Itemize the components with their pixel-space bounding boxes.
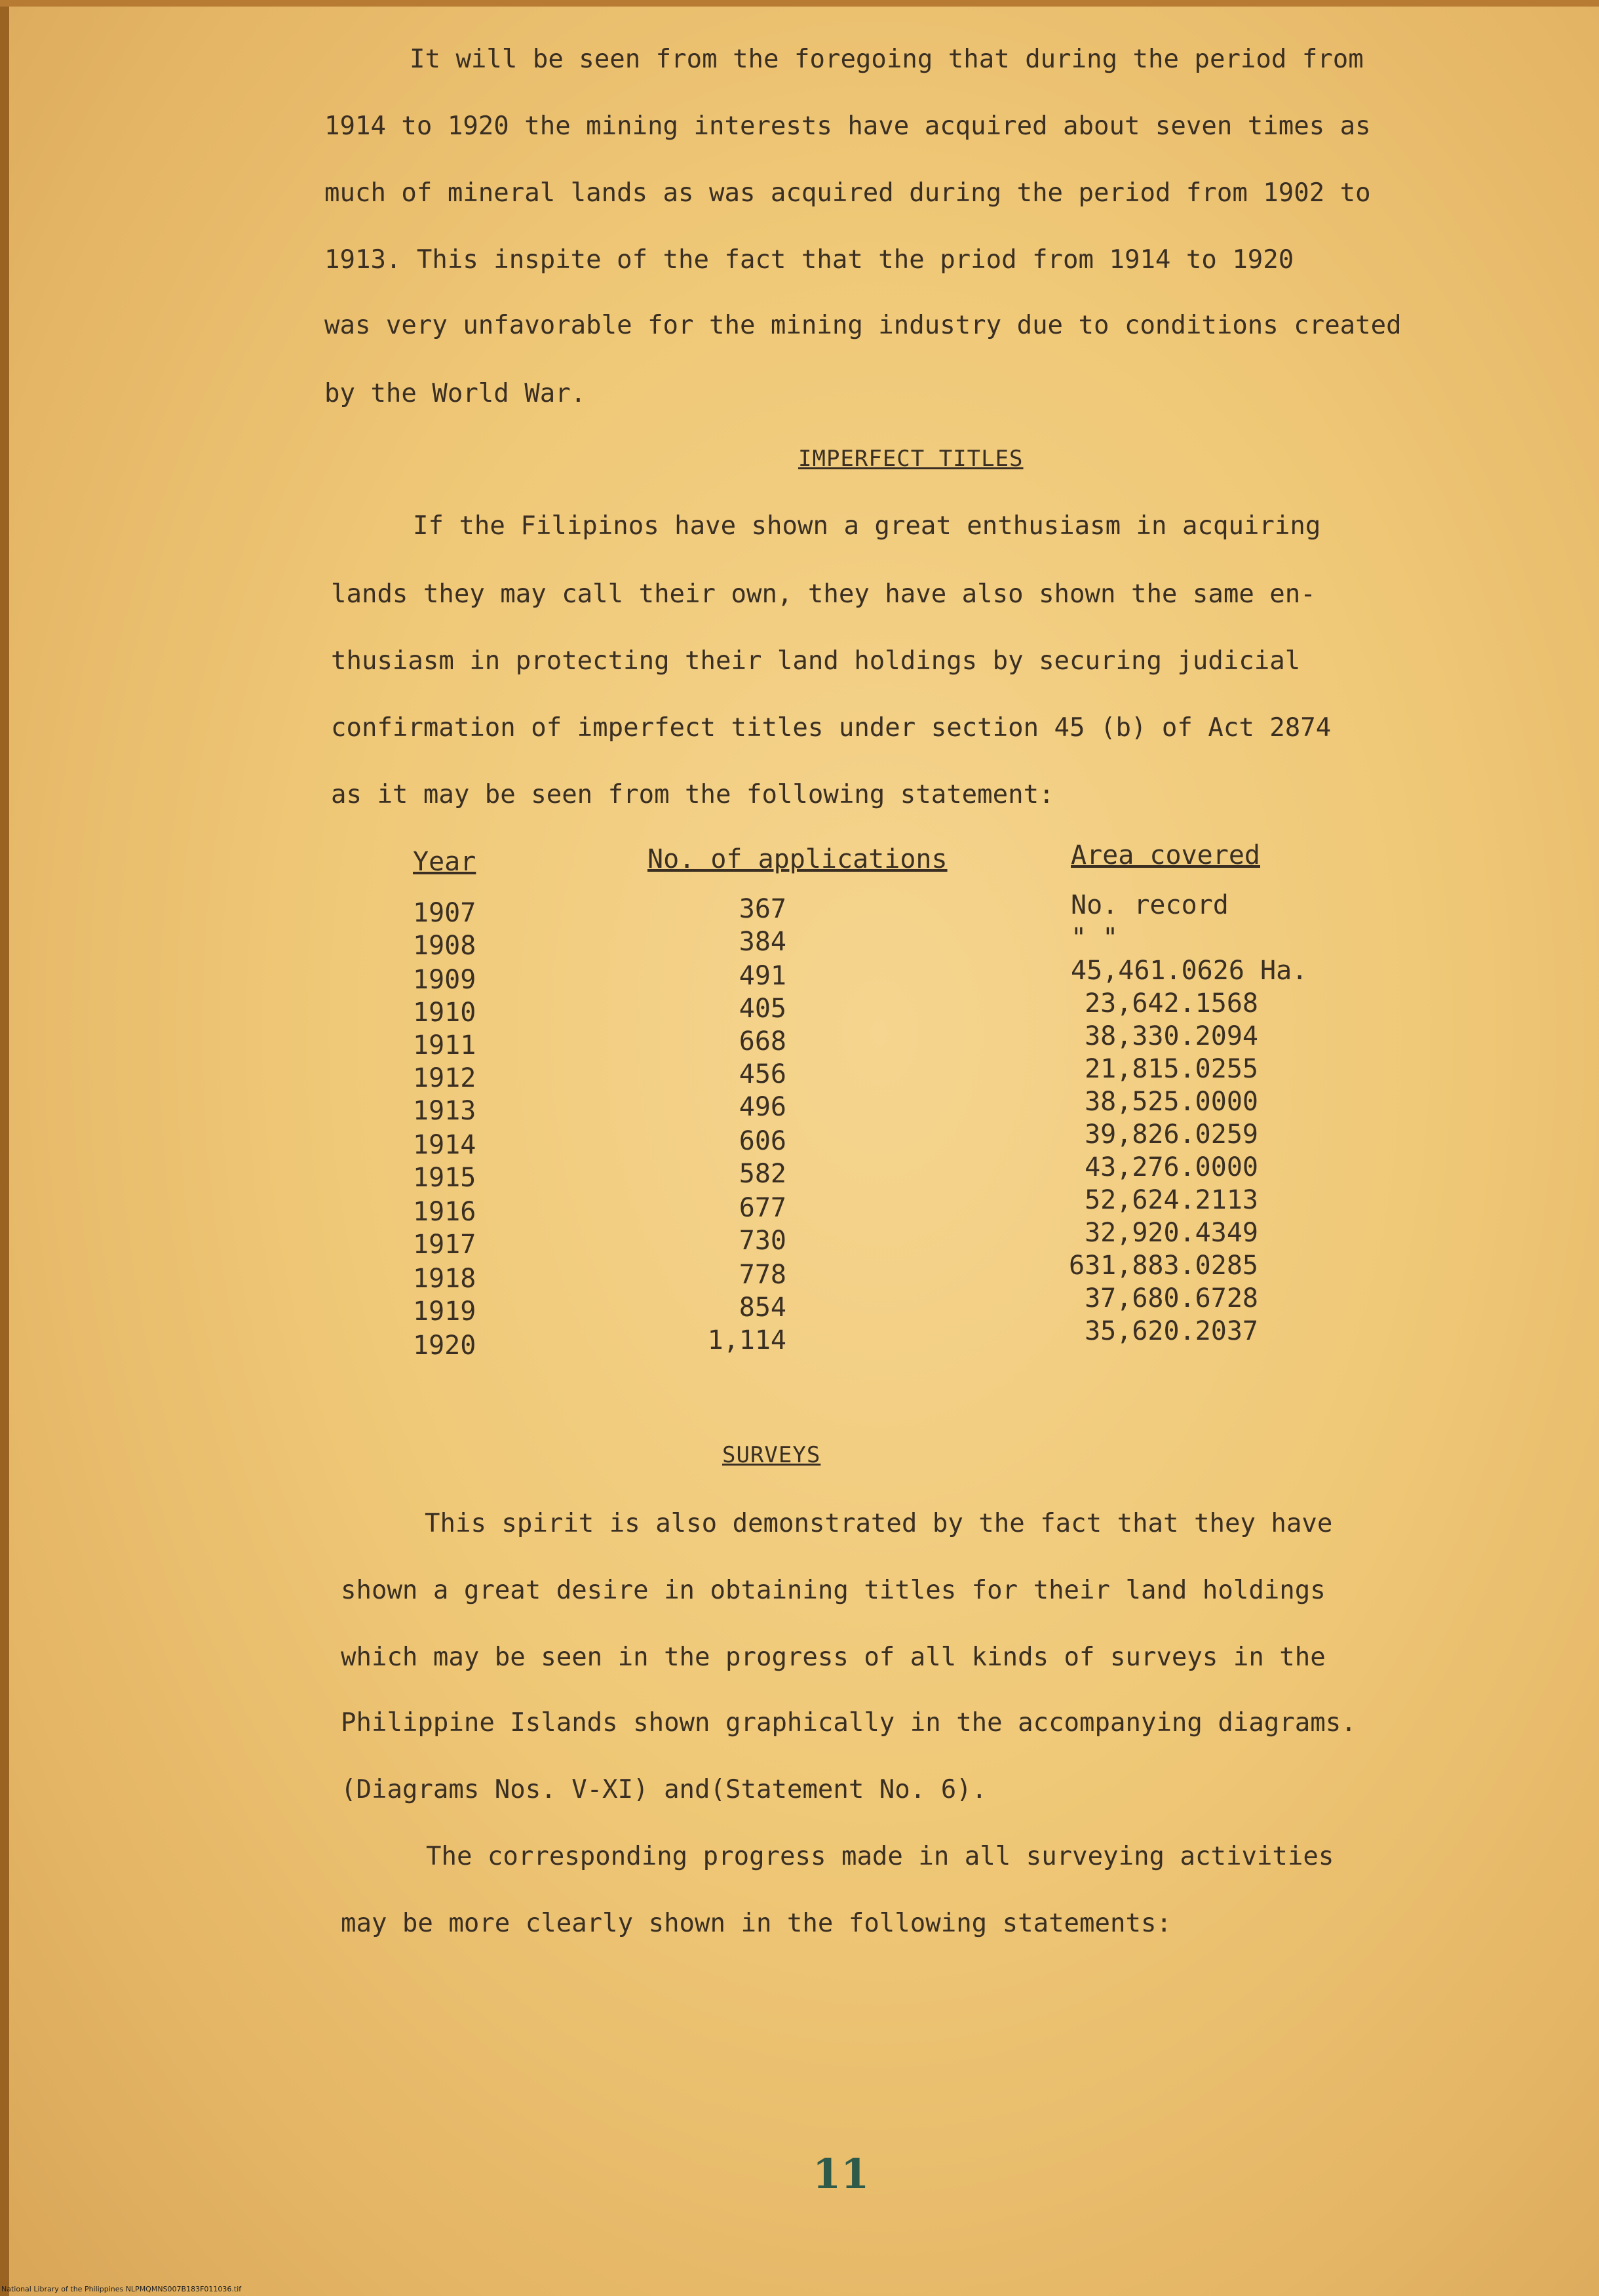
- column-header-year: Year: [413, 847, 476, 877]
- cell-area: 39,826.0259: [1085, 1119, 1258, 1150]
- cell-year: 1907: [413, 898, 476, 928]
- cell-area: 38,525.0000: [1085, 1087, 1258, 1117]
- cell-year: 1911: [413, 1030, 476, 1060]
- text-line: confirmation of imperfect titles under section 45 (b) of Act 2874: [331, 713, 1332, 743]
- cell-applications: 854: [739, 1293, 786, 1323]
- cell-year: 1910: [413, 998, 476, 1028]
- cell-applications: 384: [739, 927, 786, 957]
- cell-year: 1917: [413, 1230, 476, 1260]
- cell-applications: 677: [739, 1193, 786, 1223]
- cell-applications: 668: [739, 1026, 786, 1057]
- cell-area: 43,276.0000: [1085, 1152, 1258, 1182]
- cell-area: 45,461.0626 Ha.: [1071, 956, 1308, 986]
- text-line: (Diagrams Nos. V-XI) and(Statement No. 6).: [341, 1775, 988, 1804]
- cell-applications: 778: [739, 1260, 786, 1290]
- text-line: If the Filipinos have shown a great enthusiasm in acquiring: [413, 511, 1321, 541]
- cell-year: 1915: [413, 1163, 476, 1193]
- page-number: 11: [813, 2150, 870, 2198]
- cell-applications: 496: [739, 1092, 786, 1122]
- text-line: may be more clearly shown in the following statements:: [341, 1909, 1172, 1938]
- text-line: which may be seen in the progress of all kinds of surveys in the: [341, 1643, 1326, 1672]
- page-top-edge: [0, 0, 1599, 7]
- cell-year: 1914: [413, 1130, 476, 1160]
- cell-area: 23,642.1568: [1085, 988, 1258, 1019]
- text-line: It will be seen from the foregoing that during the period from: [410, 45, 1364, 74]
- cell-applications: 456: [739, 1059, 786, 1089]
- cell-area: 52,624.2113: [1085, 1185, 1258, 1215]
- cell-year: 1908: [413, 931, 476, 961]
- cell-year: 1918: [413, 1264, 476, 1294]
- section-heading-imperfect-titles: IMPERFECT TITLES: [798, 446, 1024, 472]
- cell-applications: 582: [739, 1159, 786, 1189]
- text-line: as it may be seen from the following statement:: [331, 780, 1054, 809]
- cell-year: 1909: [413, 965, 476, 995]
- cell-applications: 606: [739, 1126, 786, 1156]
- text-line: shown a great desire in obtaining titles for their land holdings: [341, 1576, 1326, 1605]
- column-header-area: Area covered: [1071, 840, 1260, 870]
- text-line: was very unfavorable for the mining industry due to conditions created: [324, 311, 1402, 340]
- cell-area: No. record: [1071, 890, 1229, 920]
- cell-applications: 405: [739, 994, 786, 1024]
- cell-area: " ": [1071, 923, 1119, 953]
- text-line: much of mineral lands as was acquired during the period from 1902 to: [324, 178, 1371, 208]
- text-line: This spirit is also demonstrated by the fact that they have: [425, 1509, 1333, 1538]
- cell-applications: 730: [739, 1226, 786, 1256]
- cell-applications: 1,114: [707, 1325, 786, 1355]
- cell-year: 1916: [413, 1197, 476, 1227]
- text-line: 1913. This inspite of the fact that the priod from 1914 to 1920: [324, 245, 1294, 275]
- section-heading-surveys: SURVEYS: [722, 1442, 821, 1468]
- cell-area: 631,883.0285: [1069, 1251, 1258, 1281]
- cell-area: 21,815.0255: [1085, 1054, 1258, 1084]
- cell-year: 1913: [413, 1096, 476, 1126]
- cell-year: 1912: [413, 1063, 476, 1093]
- text-line: The corresponding progress made in all surveying activities: [426, 1842, 1334, 1871]
- text-line: Philippine Islands shown graphically in the accompanying diagrams.: [341, 1708, 1357, 1738]
- cell-applications: 367: [739, 894, 786, 924]
- text-line: by the World War.: [324, 379, 587, 408]
- cell-area: 37,680.6728: [1085, 1283, 1258, 1313]
- text-line: 1914 to 1920 the mining interests have acquired about seven times as: [324, 111, 1371, 141]
- column-header-applications: No. of applications: [647, 844, 948, 874]
- cell-year: 1919: [413, 1296, 476, 1327]
- cell-applications: 491: [739, 961, 786, 991]
- cell-area: 38,330.2094: [1085, 1021, 1258, 1051]
- text-line: lands they may call their own, they have also shown the same en-: [331, 579, 1316, 609]
- cell-year: 1920: [413, 1331, 476, 1361]
- cell-area: 32,920.4349: [1085, 1218, 1258, 1248]
- text-line: thusiasm in protecting their land holdings by securing judicial: [331, 646, 1301, 676]
- archive-footer-label: National Library of the Philippines NLPMQMNS007B183F011036.tif: [1, 2285, 242, 2293]
- cell-area: 35,620.2037: [1085, 1316, 1258, 1346]
- page-edge-shadow: [0, 0, 9, 2296]
